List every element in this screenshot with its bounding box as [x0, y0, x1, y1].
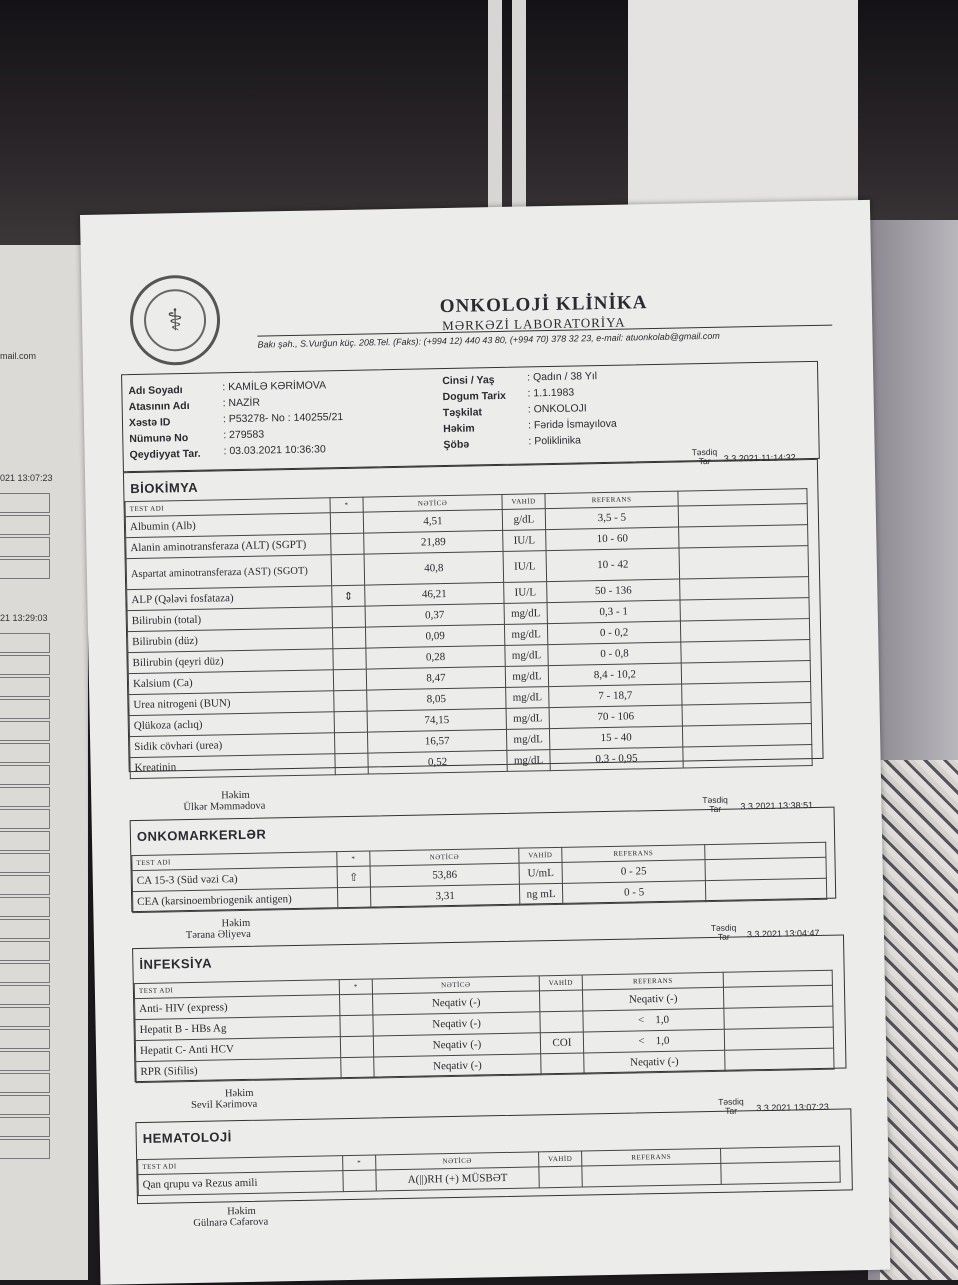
approve-date: 3.3.2021 11:14:32: [723, 452, 796, 464]
table-row: Qan qrupu və Rezus amili A(||)RH (+) MÜSBƏT: [138, 1161, 840, 1195]
table-row: Hepatit B - HBs Ag Neqativ (-) < 1,0: [135, 1006, 833, 1040]
patient-father: : NAZİR: [222, 396, 261, 410]
col-ref: REFERANS: [545, 491, 678, 509]
table-row: Qlükoza (aclıq) 74,15 mg/dL 70 - 106: [129, 703, 811, 737]
table-row: Kalsium (Ca) 8,47 mg/dL 8,4 - 10,2: [128, 661, 810, 695]
patient-dept: : Poliklinika: [528, 434, 582, 448]
lab-subtitle: MƏRKƏZİ LABORATORİYA: [442, 314, 626, 334]
section-title: ONKOMARKERLƏR: [136, 826, 267, 845]
table-row: Hepatit C- Anti HCV Neqativ (-) COI < 1,0: [135, 1027, 833, 1061]
lab-report-sheet: [80, 200, 890, 1285]
patient-id: : P53278- No : 140255/21: [222, 410, 344, 426]
table-row: Alanin aminotransferaza (ALT) (SGPT) 21,89 IU/L 10 - 60: [126, 525, 808, 559]
patient-birth: : 1.1.1983: [527, 386, 575, 400]
onco-doctor: Həkim Tərana Əliyeva: [185, 917, 251, 942]
approve-label: Təsdiq Tar: [718, 1096, 744, 1116]
patient-name: : KAMİLƏ KƏRİMOVA: [222, 379, 327, 394]
approve-label: Təsdiq Tar: [710, 922, 737, 942]
col-unit: VAHİD: [502, 494, 545, 510]
reg-date: : 03.03.2021 10:36:30: [223, 443, 326, 458]
university-seal: [129, 274, 221, 366]
patient-org: : ONKOLOJI: [527, 402, 587, 416]
approve-date: 3.3.2021 13:04:47: [746, 927, 820, 940]
section-title: İNFEKSİYA: [139, 955, 213, 972]
table-row: RPR (Sifilis) Neqativ (-) Neqativ (-): [136, 1048, 834, 1082]
org-label: Təşkilat: [442, 406, 483, 420]
patient-doctor: : Fəridə İsmayılova: [528, 417, 617, 432]
table-row: Aspartat aminotransferaza (AST) (SGOT) 40,8 IU/L 10 - 42: [126, 546, 808, 590]
sample-no: : 279583: [223, 428, 265, 442]
patient-gender-age: : Qadın / 38 Yıl: [527, 370, 598, 384]
side-time-1: 021 13:07:23: [0, 473, 53, 483]
caduceus-icon: ⚕: [143, 289, 206, 352]
side-email: mail.com: [0, 351, 37, 361]
hema-table: TEST ADI * NƏTİCƏ VAHİD REFERANS Qan qrupu və Rezus amili A(||)RH (+) MÜSBƏT: [137, 1146, 841, 1196]
biochem-doctor: Həkim Ülkər Məmmədova: [183, 789, 266, 814]
father-label: Atasının Adı: [128, 399, 190, 414]
background-stripe: [488, 0, 502, 240]
table-row: Bilirubin (düz) 0,09 mg/dL 0 - 0,2: [128, 619, 810, 653]
table-row: Sidik cövhəri (urea) 16,57 mg/dL 15 - 40: [130, 724, 812, 758]
table-row: ALP (Qələvi fosfataza) ⇕ 46,21 IU/L 50 - 136: [127, 577, 809, 611]
onco-table: TEST ADI * NƏTİCƏ VAHİD REFERANS CA 15-3 (Süd vəzi Ca) ⇧ 53,86 U/mL 0 - 25 CEA (karsinoembriogenik antigen) 3,31 ng mL 0 - 5: [131, 842, 827, 913]
side-time-2: 21 13:29:03: [0, 613, 48, 623]
gender-label: Cinsi / Yaş: [442, 374, 495, 388]
doctor-label: Həkim: [443, 422, 475, 436]
col-flag: *: [330, 497, 363, 513]
clinic-title: ONKOLOJİ KLİNİKA: [439, 292, 648, 318]
id-label: Xəstə ID: [128, 416, 171, 430]
table-row: Anti- HIV (express) Neqativ (-) Neqativ (-): [135, 985, 833, 1019]
approve-label: Təsdiq Tar: [691, 446, 718, 467]
approve-label: Təsdiq Tar: [702, 794, 728, 815]
carpet-pattern: [880, 760, 958, 1280]
clinic-address: Bakı şəh., S.Vurğun küç. 208.Tel. (Faks): (+994 12) 440 43 80, (+994 70) 378 32 23, e-mail: atuonkolab@gmail.com: [257, 330, 720, 350]
biochem-table: [125, 488, 813, 779]
table-row: Albumin (Alb) 4,51 g/dL 3,5 - 5: [125, 504, 807, 538]
infect-table: TEST ADI * NƏTİCƏ VAHİD REFERANS Anti- HIV (express) Neqativ (-) Neqativ (-) Hepatit B - HBs Ag Neqativ (-) < 1,0 Hepatit C- Anti HCV Neqativ (-) COI < 1,0 RPR (Sifilis) Neqativ (-) Neqativ (-): [134, 970, 835, 1083]
side-sheet: [0, 245, 88, 1280]
table-row: CEA (karsinoembriogenik antigen) 3,31 ng mL 0 - 5: [132, 878, 826, 912]
approve-date: 3.3.2021 13:38:51: [740, 800, 814, 812]
hema-doctor: Həkim Gülnarə Cəfərova: [193, 1205, 269, 1230]
col-result: NƏTİCƏ: [363, 494, 502, 512]
table-row: Bilirubin (total) 0,37 mg/dL 0,3 - 1: [127, 598, 809, 632]
name-label: Adı Soyadı: [128, 384, 183, 398]
infect-doctor: Həkim Sevil Kərimova: [191, 1087, 258, 1112]
sample-label: Nümunə No: [129, 431, 189, 446]
section-title: BİOKİMYA: [130, 479, 199, 497]
dept-label: Şöbə: [443, 438, 470, 452]
table-row: Urea nitrogeni (BUN) 8,05 mg/dL 7 - 18,7: [129, 682, 811, 716]
birth-label: Dogum Tarix: [442, 389, 507, 404]
table-row: Bilirubin (qeyri düz) 0,28 mg/dL 0 - 0,8: [128, 640, 810, 674]
section-title: HEMATOLOJİ: [142, 1129, 232, 1146]
table-row: CA 15-3 (Süd vəzi Ca) ⇧ 53,86 U/mL 0 - 25: [132, 857, 826, 891]
reg-label: Qeydiyyat Tar.: [129, 447, 201, 462]
background-stripe: [512, 0, 526, 240]
approve-date: 3.3.2021 13:07:23: [756, 1101, 829, 1114]
col-test: TEST ADI: [125, 498, 330, 517]
table-row: Kreatinin 0,52 mg/dL 0.3 - 0,95: [130, 745, 812, 779]
